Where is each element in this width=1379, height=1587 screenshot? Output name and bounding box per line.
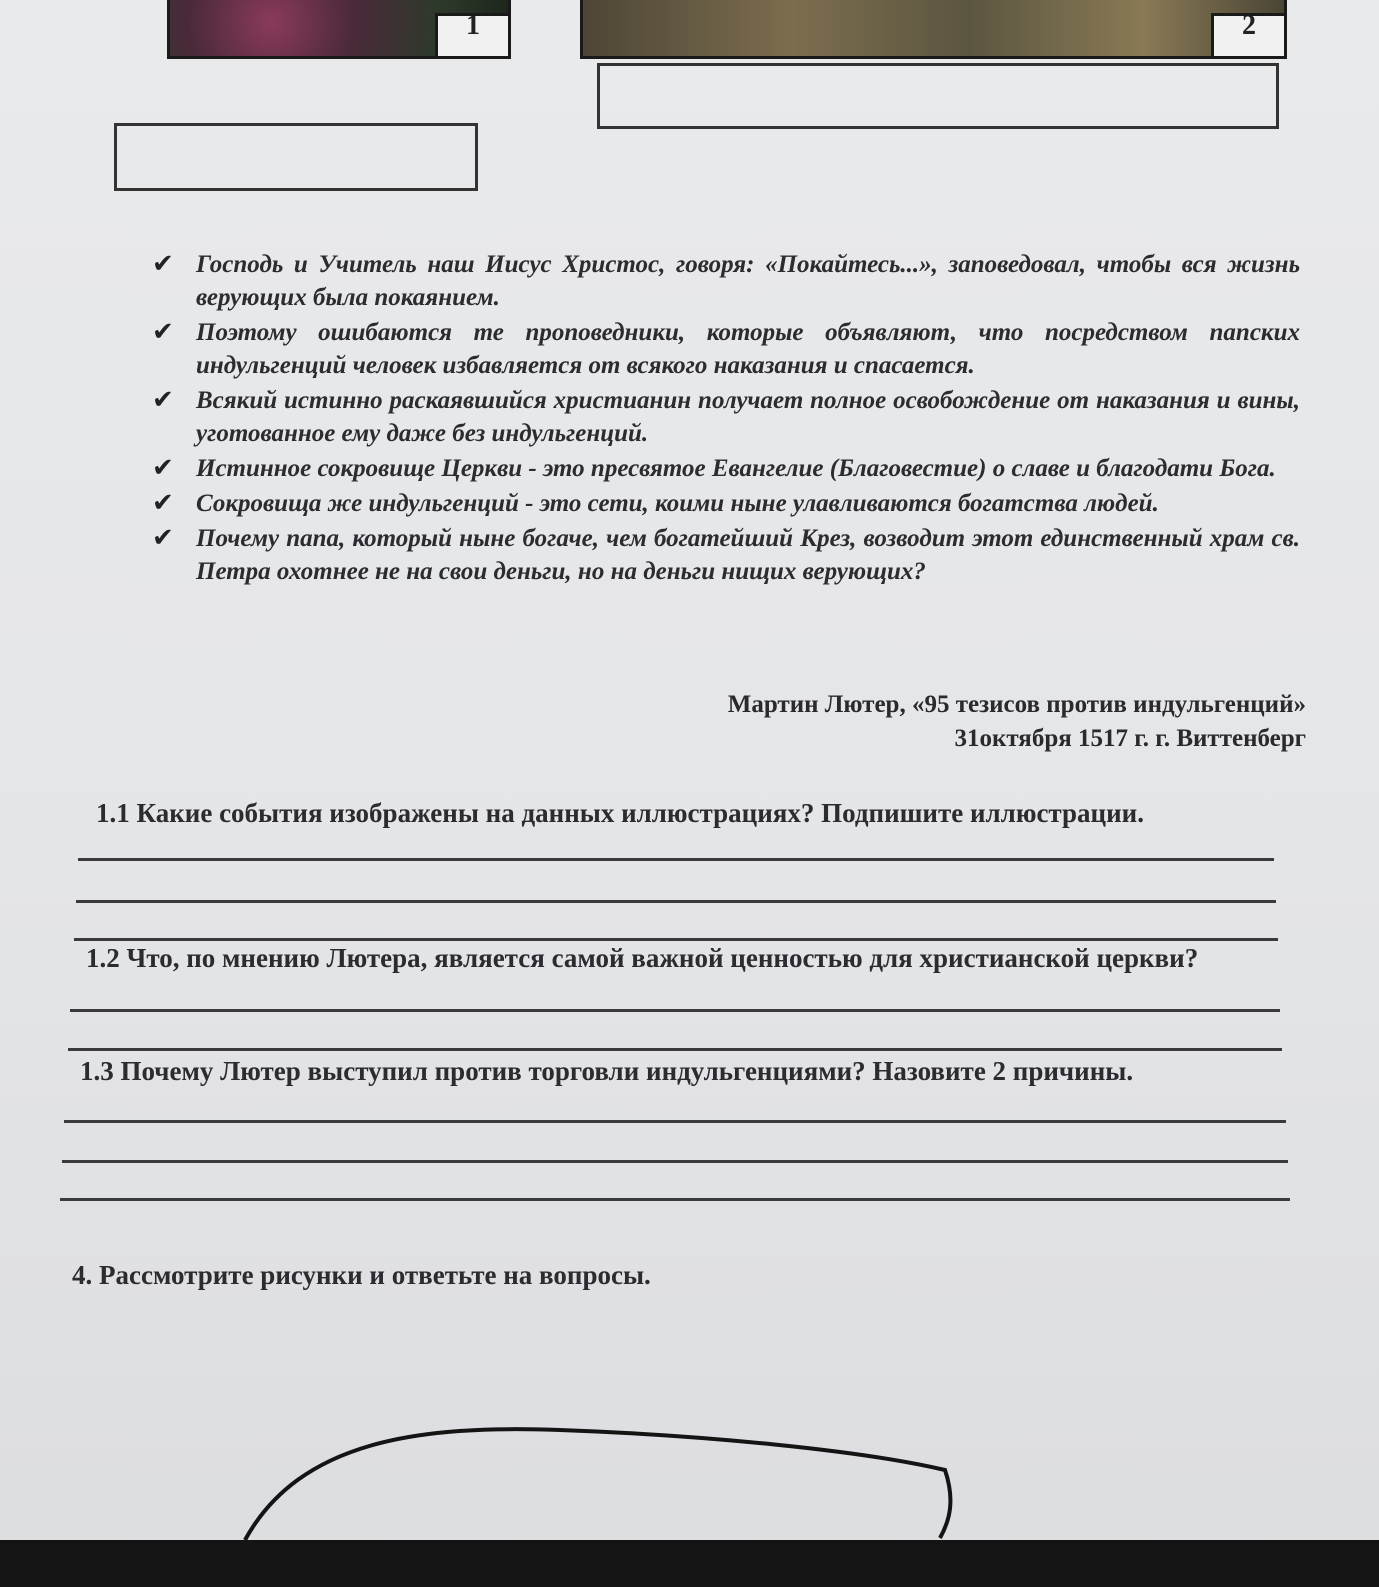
caption-box-illustration-2[interactable] — [597, 63, 1279, 129]
checkmark-icon: ✔ — [152, 385, 174, 415]
thesis-text: Истинное сокровище Церкви - это пресвятое Евангелие (Благовестие) о славе и благодати Бога. — [196, 455, 1276, 482]
answer-line[interactable] — [60, 1198, 1290, 1201]
answer-line[interactable] — [62, 1160, 1288, 1163]
question-1-1: 1.1 Какие события изображены на данных иллюстрациях? Подпишите иллюстрации. — [96, 798, 1144, 828]
caption-box-illustration-1[interactable] — [114, 123, 478, 191]
answer-line[interactable] — [68, 1048, 1282, 1051]
answer-line[interactable] — [70, 1009, 1280, 1012]
checkmark-icon: ✔ — [152, 488, 174, 518]
fold-outline — [245, 1429, 950, 1540]
task-4-heading: 4. Рассмотрите рисунки и ответьте на вопросы. — [72, 1260, 651, 1290]
thesis-item — [150, 316, 1300, 382]
thesis-item — [150, 522, 1300, 588]
illustration-2-number: 2 — [1211, 13, 1284, 56]
quote-attribution — [728, 688, 1306, 756]
thesis-text: Всякий истинно раскаявшийся христианин получает полное освобождение от наказания и вины, уготованное ему даже без индульгенций. — [196, 387, 1300, 447]
thesis-item — [150, 452, 1300, 485]
illustration-1-number: 1 — [435, 13, 508, 56]
answer-line[interactable] — [78, 858, 1274, 861]
dark-table-edge — [0, 1540, 1379, 1587]
thesis-text: Почему папа, который ныне богаче, чем богатейший Крез, возводит этот единственный храм св. Петра охотнее не на свои деньги, но на деньги нищих верующих? — [196, 525, 1300, 585]
answer-line[interactable] — [74, 938, 1278, 941]
illustration-2-image — [583, 0, 1284, 56]
question-1-2: 1.2 Что, по мнению Лютера, является самой важной ценностью для христианской церкви? — [86, 943, 1199, 973]
illustration-2 — [580, 0, 1287, 59]
thesis-item — [150, 248, 1300, 314]
attribution-author-work: Мартин Лютер, «95 тезисов против индульгенций» — [727, 691, 1306, 718]
thesis-item — [150, 487, 1300, 520]
answer-line[interactable] — [76, 900, 1276, 903]
question-1-3: 1.3 Почему Лютер выступил против торговли индульгенциями? Назовите 2 причины. — [80, 1056, 1134, 1086]
thesis-text: Господь и Учитель наш Иисус Христос, говоря: «Покайтесь...», заповедовал, чтобы вся жизнь верующих была покаянием. — [196, 251, 1300, 311]
attribution-date-place: 31октября 1517 г. г. Виттенберг — [954, 725, 1306, 752]
thesis-item — [150, 384, 1300, 450]
checkmark-icon: ✔ — [152, 249, 174, 279]
thesis-text: Сокровища же индульгенций - это сети, коими ныне улавливаются богатства людей. — [196, 490, 1159, 517]
checkmark-icon: ✔ — [152, 317, 174, 347]
thesis-text: Поэтому ошибаются те проповедники, которые объявляют, что посредством папских индульгенций человек избавляется от всякого наказания и спасается. — [196, 319, 1300, 379]
answer-line[interactable] — [64, 1120, 1286, 1123]
luther-theses-list — [150, 248, 1300, 590]
checkmark-icon: ✔ — [152, 523, 174, 553]
illustration-1 — [167, 0, 511, 59]
checkmark-icon: ✔ — [152, 453, 174, 483]
